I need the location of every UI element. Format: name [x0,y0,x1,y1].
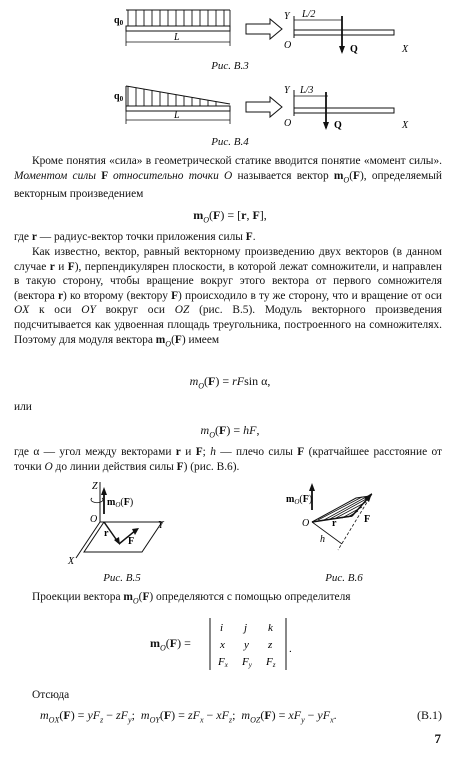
otsyuda-word: Отсюда [32,689,70,701]
det-cell-Fz: Fz [266,656,276,669]
fig6-r-label: r [332,518,337,529]
fig3-L-label: L [174,32,180,43]
det-cell-i: i [220,622,224,634]
fig6-m-label: $m_O(F)$ [286,494,313,506]
fig4-q-label: $q_0$ [114,91,124,103]
fig3-Y-label: Y [284,11,290,22]
fig4-L3-label: L/3 [300,85,314,96]
formula-number: (В.1) [417,708,442,722]
fig3-O-label: O [284,40,292,51]
paragraph-arm-definition: где α — угол между векторами r и F; h — плечо силы F (кратчайшее расстояние от точки O до линии действия силы F) (рис. В.6). [14,446,443,473]
fig4-caption: Рис. В.4 [211,136,249,148]
det-cell-Fx: Fx [218,656,228,669]
fig5-caption: Рис. В.5 [103,572,141,584]
fig6-F-label: F [364,514,371,525]
fig5-O-label: O [90,514,98,525]
fig4-Y-label: Y [284,85,290,96]
fig6-O-label: O [302,518,310,529]
fig3-X-label: X [402,44,409,55]
paragraph-cross-product: Как известно, вектор, равный векторному произведению двух векторов (в данном случае r и F), перпендикулярен плоскости, в которой лежат сомножители, и направлен в такую сторону, чтобы вращение вокруг этого вектора от первого сомножителя (вектора r) ко второму (вектору F) происходило в ту же сторону, что и вращение от оси OX к оси OY вокруг оси OZ (рис. В.5). Модуль векторного произведения подсчитывается как удвоенная площадь треугольника, построенного на сомножителях. Поэтому для модуля вектора $m_O(F)$ имеем [14,246,443,348]
or-word: или [14,401,32,413]
fig3-L2-label: L/2 [302,9,316,20]
fig3-Q-label: Q [350,44,358,55]
fig5-r-label: r [104,528,109,539]
formula-moment-cross-product: $m_O(F) = [r$, F], [193,208,267,225]
fig3-caption: Рис. В.3 [211,60,249,72]
fig5-m-label: $m_O(F)$ [107,497,134,509]
svg-text:.: . [289,643,292,655]
fig3-q-label: $q_0$ [114,15,124,27]
fig5-Y-label: Y [158,520,164,531]
fig4-X-label: X [402,120,409,131]
det-cell-Fy: Fy [242,656,252,669]
fig4-O-label: O [284,118,292,129]
page-number: 7 [434,731,441,746]
paragraph-moment-definition: Кроме понятия «сила» в геометрической статике вводится понятие «момент силы». Моментом силы F относительно точки O называется вектор $m_O(F)$, определяемый векторным произведением [14,155,443,201]
determinant-matrix [206,614,306,674]
fig4-L-label: L [174,110,180,121]
figure-b5 [64,478,184,568]
det-cell-x: x [220,639,225,651]
fig4-Q-label: Q [334,120,342,131]
determinant-lhs: $m_O(F)$ = [150,636,191,653]
fig5-Z-label: Z [92,481,98,492]
formula-moment-arm: $m_O(F)$ = hF, [200,423,260,440]
fig5-F-label: F [128,536,135,547]
fig6-caption: Рис. В.6 [325,572,363,584]
fig5-X-label: X [68,556,75,567]
det-cell-y: y [244,639,249,651]
det-cell-k: k [268,622,273,634]
paragraph-radius-vector: где r — радиус-вектор точки приложения силы F. [14,231,256,243]
det-cell-z: z [268,639,273,651]
figure-b6 [278,478,398,568]
formula-moment-modulus: $m_O(F) = rFsin$ α, [189,374,271,391]
det-cell-j: j [244,622,248,634]
formula-projections: $m_{OX}(F) = yF_z - zF_y$; $m_{OY}(F) = zF_x - xF_z$; $m_{OZ}(F) = xF_y - yF_x$. [40,708,337,725]
paragraph-projections: Проекции вектора $m_O(F)$ определяются с помощью определителя [32,591,351,606]
fig6-h-label: h [320,534,325,545]
